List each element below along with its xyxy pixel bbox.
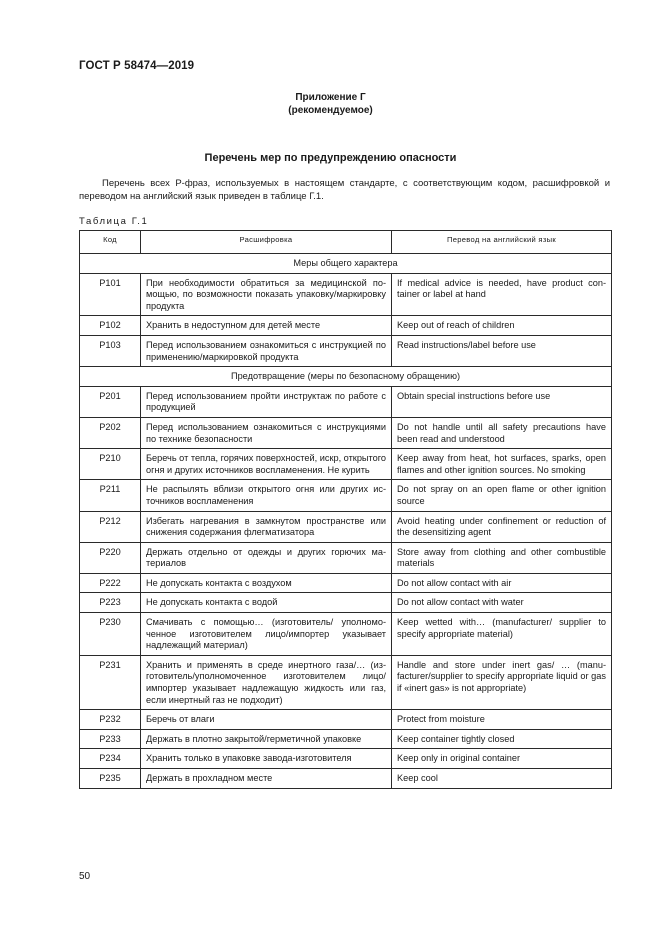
column-header-decoding: Расшифровка <box>141 231 392 254</box>
cell-decoding: Перед использованием ознакомиться с инструкцией по применению/маркировкой продукта <box>141 335 392 366</box>
appendix-status: (рекомендуемое) <box>288 104 373 116</box>
cell-decoding: Хранить в недоступном для детей месте <box>141 316 392 336</box>
appendix-heading <box>0 92 661 117</box>
cell-code: P222 <box>80 573 141 593</box>
table-row <box>80 769 612 789</box>
cell-code: P220 <box>80 542 141 573</box>
column-header-translation: Перевод на английский язык <box>392 231 612 254</box>
table-group-row <box>80 254 612 274</box>
group-title: Предотвращение (меры по безопасному обращению) <box>80 367 612 387</box>
intro-paragraph: Перечень всех Р-фраз, используемых в настоящем стандарте, с соответствующим кодом, расшифровкой и переводом на английский язык приведен в таблице Г.1. <box>79 178 610 202</box>
cell-translation: Keep wetted with… (manufacturer/ supplier to specify appropriate material) <box>392 613 612 656</box>
cell-code: P235 <box>80 769 141 789</box>
cell-translation: Do not allow contact with air <box>392 573 612 593</box>
cell-translation: Keep cool <box>392 769 612 789</box>
cell-translation: Do not handle until all safety precautions have been read and understood <box>392 417 612 448</box>
table-row <box>80 613 612 656</box>
standard-code: ГОСТ Р 58474—2019 <box>79 60 195 72</box>
cell-code: P232 <box>80 710 141 730</box>
cell-decoding: Не допускать контакта с водой <box>141 593 392 613</box>
cell-decoding: При необходимости обратиться за медицинской помощью, по возможности показать упаковку/маркировку продукта <box>141 273 392 316</box>
cell-decoding: Держать в плотно закрытой/герметичной упаковке <box>141 729 392 749</box>
section-title: Перечень мер по предупреждению опасности <box>204 152 457 164</box>
cell-code: P231 <box>80 655 141 709</box>
table-row <box>80 655 612 709</box>
cell-translation: If medical advice is needed, have product container or label at hand <box>392 273 612 316</box>
cell-code: P211 <box>80 480 141 511</box>
cell-translation: Store away from clothing and other combustible materials <box>392 542 612 573</box>
cell-code: P230 <box>80 613 141 656</box>
table-row <box>80 273 612 316</box>
p-phrases-table <box>79 230 612 789</box>
table-row <box>80 449 612 480</box>
table-caption: Таблица Г.1 <box>79 216 149 227</box>
page-number: 50 <box>79 871 91 882</box>
table-row <box>80 386 612 417</box>
cell-decoding: Избегать нагревания в замкнутом пространстве или снижения содержания флегматизатора <box>141 511 392 542</box>
cell-translation: Do not allow contact with water <box>392 593 612 613</box>
cell-code: P234 <box>80 749 141 769</box>
cell-translation: Obtain special instructions before use <box>392 386 612 417</box>
table-row <box>80 417 612 448</box>
table-row <box>80 480 612 511</box>
cell-decoding: Смачивать с помощью… (изготовитель/ уполномоченное изготовителем лицо/импортер указывает надлежащий материал) <box>141 613 392 656</box>
table-row <box>80 511 612 542</box>
cell-code: P202 <box>80 417 141 448</box>
cell-code: P223 <box>80 593 141 613</box>
cell-code: P201 <box>80 386 141 417</box>
cell-code: P103 <box>80 335 141 366</box>
table-row <box>80 573 612 593</box>
cell-decoding: Беречь от влаги <box>141 710 392 730</box>
appendix-title: Приложение Г <box>295 92 366 103</box>
table-header-row <box>80 231 612 254</box>
table-row <box>80 542 612 573</box>
cell-decoding: Держать отдельно от одежды и других горючих материалов <box>141 542 392 573</box>
cell-translation: Keep only in original container <box>392 749 612 769</box>
table-row <box>80 729 612 749</box>
cell-decoding: Держать в прохладном месте <box>141 769 392 789</box>
group-title: Меры общего характера <box>80 254 612 274</box>
column-header-code: Код <box>80 231 141 254</box>
cell-translation: Keep out of reach of children <box>392 316 612 336</box>
cell-decoding: Не распылять вблизи открытого огня или других источников воспламенения <box>141 480 392 511</box>
cell-translation: Keep container tightly closed <box>392 729 612 749</box>
cell-decoding: Перед использованием ознакомиться с инструкциями по технике безопасности <box>141 417 392 448</box>
cell-translation: Avoid heating under confinement or reduction of the desensitizing agent <box>392 511 612 542</box>
table-row <box>80 335 612 366</box>
cell-code: P102 <box>80 316 141 336</box>
table-body <box>80 254 612 789</box>
table-row <box>80 710 612 730</box>
cell-code: P101 <box>80 273 141 316</box>
cell-decoding: Перед использованием пройти инструктаж по работе с продукцией <box>141 386 392 417</box>
cell-code: P210 <box>80 449 141 480</box>
cell-code: P212 <box>80 511 141 542</box>
cell-decoding: Беречь от тепла, горячих поверхностей, искр, открытого огня и других источников воспламенения. Не курить <box>141 449 392 480</box>
cell-translation: Protect from moisture <box>392 710 612 730</box>
cell-decoding: Не допускать контакта с воздухом <box>141 573 392 593</box>
cell-decoding: Хранить и применять в среде инертного газа/… (изготовитель/уполномоченное изготовителем лицо/ импортер указывает надлежащую жидкость или газ, если инертный газ не подходит) <box>141 655 392 709</box>
cell-translation: Do not spray on an open flame or other ignition source <box>392 480 612 511</box>
cell-translation: Read instructions/label before use <box>392 335 612 366</box>
table-row <box>80 593 612 613</box>
table-group-row <box>80 367 612 387</box>
cell-decoding: Хранить только в упаковке завода-изготовителя <box>141 749 392 769</box>
table-row <box>80 316 612 336</box>
table-row <box>80 749 612 769</box>
cell-translation: Handle and store under inert gas/ … (manufacturer/supplier to specify appropriate liquid or gas if «inert gas» is not appropriate) <box>392 655 612 709</box>
cell-translation: Keep away from heat, hot surfaces, sparks, open flames and other ignition sources. No smoking <box>392 449 612 480</box>
cell-code: P233 <box>80 729 141 749</box>
